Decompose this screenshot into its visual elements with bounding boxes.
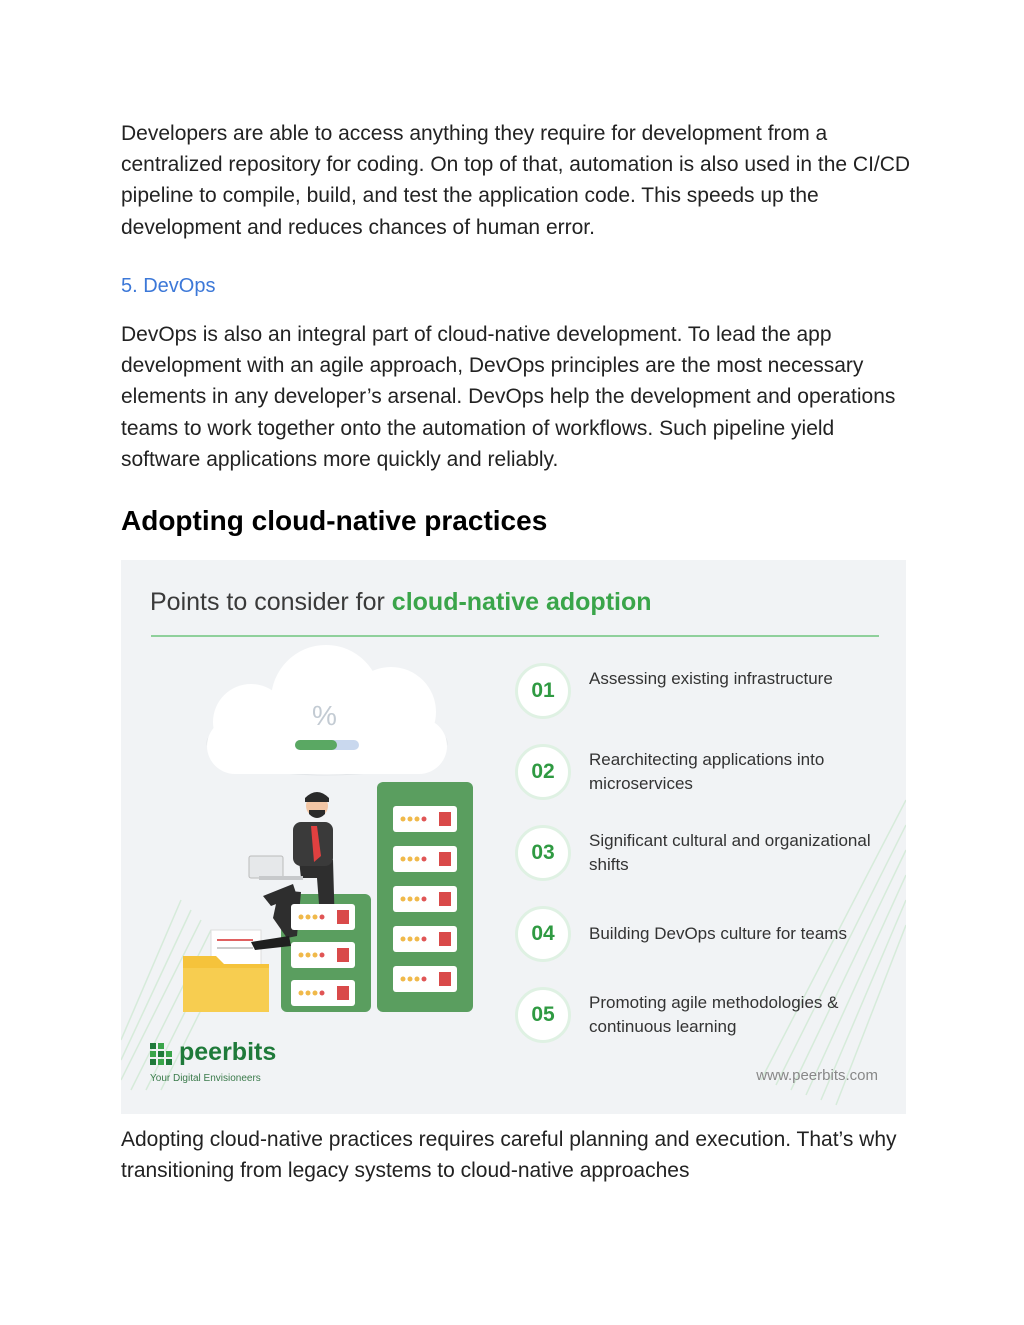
point-number-badge: 03: [515, 825, 571, 881]
point-number-badge: 02: [515, 744, 571, 800]
server-slot: [393, 926, 457, 952]
website-url: www.peerbits.com: [756, 1067, 878, 1084]
logo-tagline: Your Digital Envisioneers: [150, 1073, 261, 1084]
point-text: Building DevOps culture for teams: [589, 924, 847, 943]
point-text: Significant cultural and organizational shifts: [589, 831, 871, 874]
devops-paragraph: DevOps is also an integral part of cloud-native development. To lead the app development with an agile approach, DevOps principles are the most necessary elements in any developer’s arsenal. DevOps help the development and operations teams to work together onto the automation of workflows. Such pipeline yield software applications more quickly and reliably.: [121, 323, 896, 471]
server-slot: [393, 846, 457, 872]
server-slot: [393, 966, 457, 992]
server-slot: [393, 806, 457, 832]
infographic-figure: [121, 560, 906, 1114]
point-text: Assessing existing infrastructure: [589, 669, 833, 688]
section-heading: Adopting cloud-native practices: [121, 505, 548, 536]
point-text: Rearchitecting applications into microservices: [589, 750, 825, 793]
logo-name: peerbits: [179, 1038, 277, 1066]
intro-paragraph: Developers are able to access anything they require for development from a centralized repository for coding. On top of that, automation is also used in the CI/CD pipeline to compile, build, and test the application code. This speeds up the development and reduces chances of human error.: [121, 122, 911, 239]
point-number-badge: 05: [515, 987, 571, 1043]
infographic-title-prefix: Points to consider for: [150, 588, 385, 616]
devops-subheading: 5. DevOps: [121, 275, 216, 297]
cloud-percent-symbol: %: [312, 700, 337, 731]
infographic-title-highlight: cloud-native adoption: [391, 588, 652, 616]
point-number-badge: 04: [515, 906, 571, 962]
point-text: Promoting agile methodologies & continuous learning: [589, 993, 839, 1036]
peerbits-logo-icon: [150, 1043, 176, 1069]
server-slot: [291, 980, 355, 1006]
point-number-badge: 01: [515, 663, 571, 719]
server-slot: [393, 886, 457, 912]
server-slot: [291, 942, 355, 968]
server-slot: [291, 904, 355, 930]
closing-paragraph: Adopting cloud-native practices requires careful planning and execution. That’s why transitioning from legacy systems to cloud-native approaches: [121, 1128, 897, 1183]
